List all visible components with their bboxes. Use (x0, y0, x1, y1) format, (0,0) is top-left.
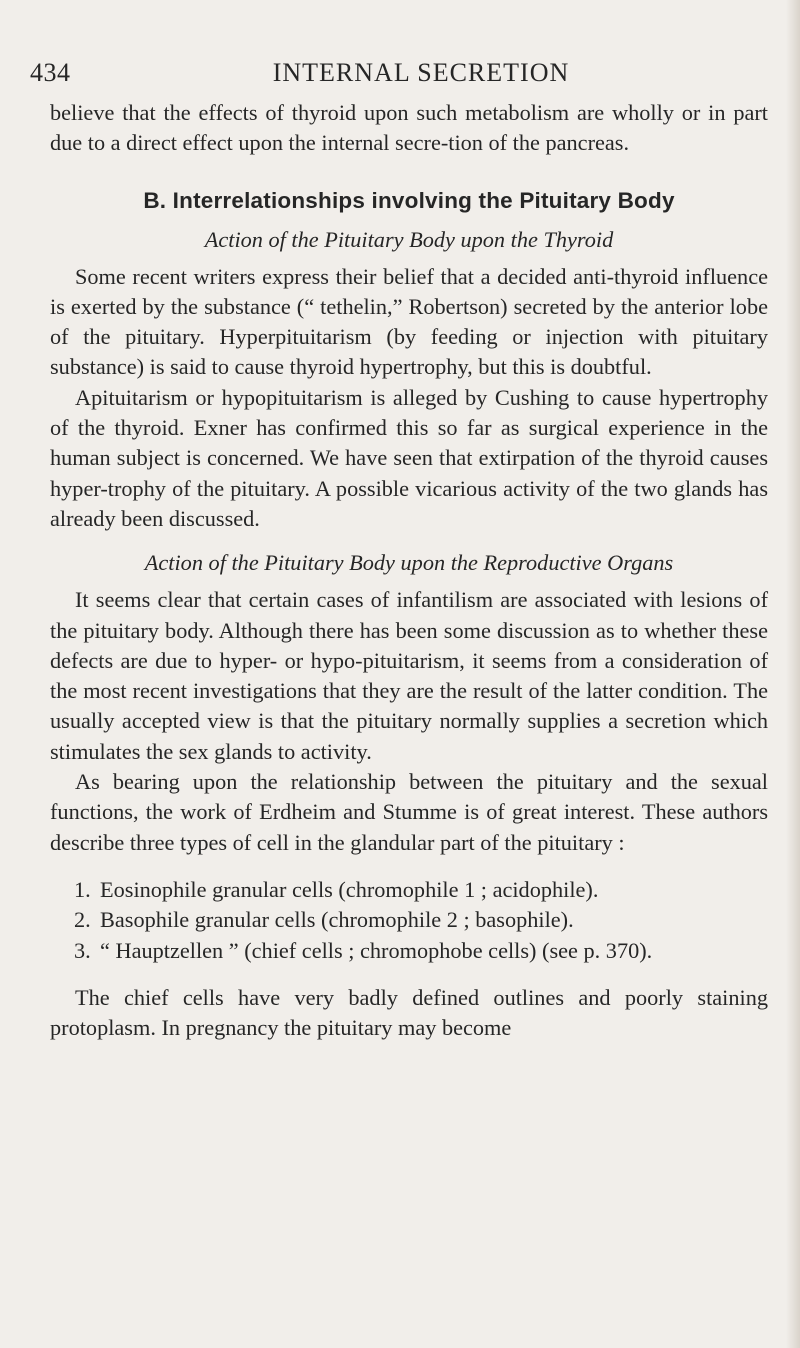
list-item-text: Basophile granular cells (chromophile 2 ; basophile). (100, 907, 574, 933)
paragraph-final: The chief cells have very badly defined outlines and poorly staining protoplasm. In pregnancy the pituitary may become (50, 984, 768, 1041)
paragraph-reproductive-1: It seems clear that certain cases of infantilism are associated with lesions of the pituitary body. Although there has been some discussion as to whether these defects are due to hyper- or hypo-pituitarism, it seems from a consideration of the most recent investigations that they are the result of the latter condition. The usually accepted view is that the pituitary normally supplies a secretion which stimulates the sex glands to activity. (50, 587, 768, 764)
list-item-number: 2. (74, 907, 91, 933)
list-item (50, 905, 768, 935)
page-edge-shadow (786, 0, 800, 1348)
list-item-text: “ Hauptzellen ” (chief cells ; chromophobe cells) (see p. 370). (100, 937, 653, 963)
running-head (30, 58, 772, 98)
paragraph-thyroid-2: Apituitarism or hypopituitarism is alleged by Cushing to cause hypertrophy of the thyroid. Exner has confirmed this so far as surgical experience in the human subject is concerned. We have seen that extirpation of the thyroid causes hyper-trophy of the pituitary. A possible vicarious activity of the two glands has already been discussed. (50, 384, 768, 531)
paragraph-reproductive-2: As bearing upon the relationship between the pituitary and the sexual functions, the work of Erdheim and Stumme is of great interest. These authors describe three types of cell in the glandular part of the pituitary : (50, 769, 768, 855)
list-item (50, 875, 768, 905)
page-number: 434 (30, 58, 71, 87)
section-heading-b: B. Interrelationships involving the Pituitary Body (143, 187, 675, 213)
paragraph-thyroid-1: Some recent writers express their belief that a decided anti-thyroid influence is exerted by the substance (“ tethelin,” Robertson) secreted by the anterior lobe of the pituitary. Hyperpituitarism (by feeding or injection with pituitary substance) is said to cause thyroid hypertrophy, but this is doubtful. (50, 263, 768, 380)
subheading-thyroid: Action of the Pituitary Body upon the Thyroid (204, 226, 614, 252)
list-item-number: 1. (74, 876, 91, 902)
subheading-reproductive: Action of the Pituitary Body upon the Reproductive Organs (144, 550, 674, 576)
list-item-number: 3. (74, 937, 91, 963)
list-item-text: Eosinophile granular cells (chromophile 1 ; acidophile). (100, 876, 599, 902)
paragraph-intro: believe that the effects of thyroid upon such metabolism are wholly or in part due to a direct effect upon the internal secre-tion of the pancreas. (50, 100, 768, 156)
cell-type-list (50, 875, 768, 966)
running-title: INTERNAL SECRETION (272, 58, 570, 87)
page-body (50, 98, 768, 1043)
list-item (50, 936, 768, 966)
